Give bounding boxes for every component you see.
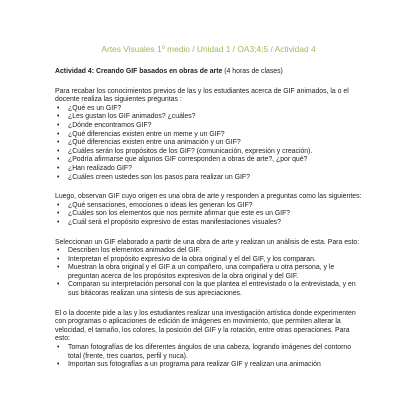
list-item: • ¿Qué diferencias existen entre un meme y un GIF? [55, 131, 364, 140]
section1-list [55, 105, 364, 182]
activity-title [55, 68, 364, 77]
list-item: • ¿Qué es un GIF? [55, 105, 364, 114]
list-item: • ¿Cuáles son los elementos que nos permite afirmar que este es un GIF? [55, 210, 364, 219]
section4-list [55, 344, 364, 370]
page-header: Artes Visuales 1º medio / Unidad 1 / OA3;4;5 / Actividad 4 [101, 44, 316, 54]
list-item: • ¿Les gustan los GIF animados? ¿cuáles? [55, 113, 364, 122]
list-item: • ¿Cuál será el propósito expresivo de estas manifestaciones visuales? [55, 219, 364, 228]
list-item: • ¿Qué sensaciones, emociones o ideas les generan los GIF? [55, 202, 364, 211]
list-item: • Comparan su interpretación personal con la que plantea el entrevistado o la entrevistada, y en sus bitácoras realizan una síntesis de sus apreciaciones. [55, 281, 364, 298]
activity-title-bold: Actividad 4: Creando GIF basados en obras de arte [55, 68, 223, 75]
list-item: • ¿Qué diferencias existen entre una animación y un GIF? [55, 139, 364, 148]
section1-intro: Para recabar los conocimientos previos de las y los estudiantes acerca de GIF animados, la o el docente realiza las siguientes preguntas : [55, 87, 349, 104]
list-item: • ¿Han realizado GIF? [55, 165, 364, 174]
section2-list [55, 202, 364, 228]
section3-intro: Seleccionan un GIF elaborado a partir de una obra de arte y realizan un análisis de esta. Para esto: [55, 238, 360, 246]
list-item: • Toman fotografías de los diferentes ángulos de una cabeza, logrando imágenes del contorno total (frente, tres cuartos, perfil y nuca). [55, 344, 364, 361]
section4-intro: El o la docente pide a las y los estudiantes realizar una investigación artística donde experimenten con programas o aplicaciones de edición de imágenes en movimiento, que permiten alterar la velocidad, el tamaño, los colores, la posición del GIF y la rotación, entre otras operaciones. Para esto: [55, 309, 356, 343]
section3-list [55, 247, 364, 299]
list-item: • Describen los elementos animados del GIF. [55, 247, 364, 256]
activity-title-duration: (4 horas de clases) [222, 68, 283, 75]
list-item: • ¿Cuáles serán los propósitos de los GIF? (comunicación, expresión y creación). [55, 148, 364, 157]
list-item: • Interpretan el propósito expresivo de la obra original y el del GIF, y los comparan. [55, 256, 364, 265]
list-item: • ¿Dónde encontramos GIF? [55, 122, 364, 131]
list-item: • ¿Podría afirmarse que algunos GIF corresponden a obras de arte?, ¿por qué? [55, 156, 364, 165]
list-item: • Importan sus fotografías a un programa para realizar GIF y realizan una animación [55, 361, 364, 370]
section2-intro: Luego, observan GIF cuyo origen es una obra de arte y responden a preguntas como las siguientes: [55, 193, 362, 201]
list-item: • ¿Cuáles creen ustedes son los pasos para realizar un GIF? [55, 174, 364, 183]
list-item: • Muestran la obra original y el GIF a un compañero, una compañera u otra persona, y le preguntan acerca de los propósitos expresivos de la obra original y del GIF. [55, 264, 364, 281]
